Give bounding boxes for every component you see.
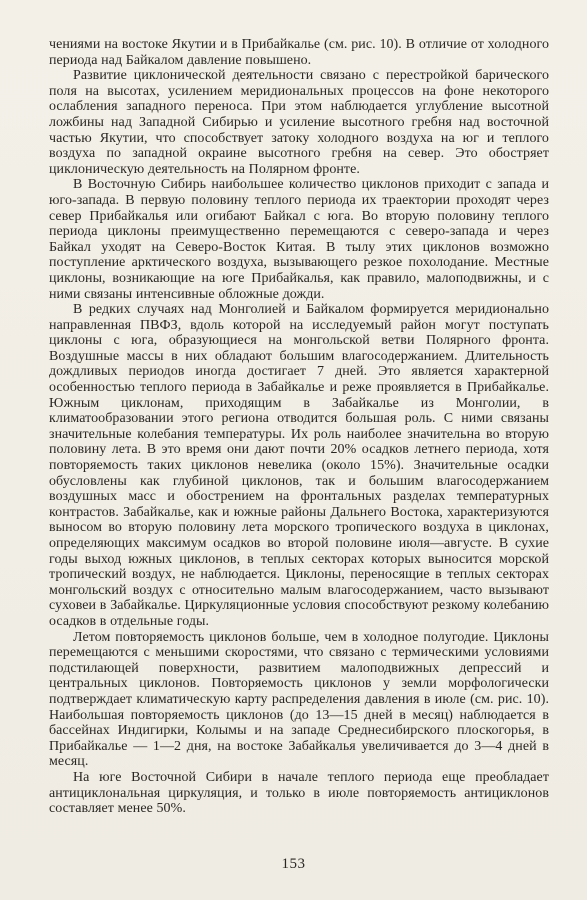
paragraph-anticyclonic-circulation: На юге Восточной Сибири в начале теплого периода еще преобладает антициклональная циркуляция, и только в июле повторяемость антициклонов составляет менее 50%. <box>49 769 549 817</box>
page-number: 153 <box>281 856 306 872</box>
paragraph-summer-cyclone-frequency: Летом повторяемость циклонов больше, чем в холодное полугодие. Циклоны перемещаются с меньшими скоростями, что связано с термическими условиями подстилающей поверхности, развитием малоподвижных депрессий и центральных циклонов. Повторяемость циклонов у земли морфологически подтверждает климатическую карту распределения давления в июле (см. рис. 10). Наибольшая повторяемость циклонов (до 13—15 дней в месяц) наблюдается в бассейнах Индигирки, Колымы и на западе Среднесибирского плоскогорья, в Прибайкалье — 1—2 дня, на востоке Забайкалья увеличивается до 3—4 дней в месяц. <box>49 629 549 770</box>
body-text <box>49 37 549 817</box>
paragraph-continuation: чениями на востоке Якутии и в Прибайкалье (см. рис. 10). В отличие от холодного периода над Байкалом давление повышено. <box>49 37 549 68</box>
paragraph-southern-cyclones: В редких случаях над Монголией и Байкалом формируется меридионально направленная ПВФЗ, вдоль которой на исследуемый район могут поступать циклоны с юга, образующиеся на монгольской ветви Полярного фронта. Воздушные массы в них обладают большим влагосодержанием. Длительность дождливых периодов иногда достигает 7 дней. Это является характерной особенностью теплого периода в Забайкалье и реже проявляется в Прибайкалье. Южным циклонам, приходящим в Забайкалье из Монголии, в климатообразовании этого региона отводится большая роль. С ними связаны значительные колебания температуры. Их роль наиболее значительна во вторую половину лета. В это время они дают почти 20% осадков летнего периода, хотя повторяемость таких циклонов невелика (около 15%). Значительные осадки обусловлены как глубиной циклонов, так и большим влагосодержанием воздушных масс и обострением на фронтальных разделах температурных контрастов. Забайкалье, как и южные районы Дальнего Востока, характеризуются выносом во вторую половину лета морского тропического воздуха в циклонах, определяющих максимум осадков во второй половине июля—августе. В сухие годы выход южных циклонов, в теплых секторах которых выносится морской тропический воздух, не наблюдается. Циклоны, переносящие в теплых секторах монгольский воздух с относительно малым влагосодержанием, часто вызывают суховеи в Забайкалье. Циркуляционные условия способствуют резкому колебанию осадков в отдельные годы. <box>49 302 549 629</box>
paragraph-cyclonic-activity: Развитие циклонической деятельности связано с перестройкой барического поля на высотах, усилением меридиональных процессов на фоне некоторого ослабления западного переноса. При этом наблюдается углубление высотной ложбины над Западной Сибирью и усиление высотного гребня над восточной частью Якутии, что способствует затоку холодного воздуха на юг и теплого воздуха по западной окраине высотного гребня на север. Это обостряет циклоническую деятельность на Полярном фронте. <box>49 68 549 177</box>
paragraph-cyclone-trajectories: В Восточную Сибирь наибольшее количество циклонов приходит с запада и юго-запада. В первую половину теплого периода их траектории проходят через север Прибайкалья или огибают Байкал с юга. Во вторую половину теплого периода циклоны преимущественно перемещаются с северо-запада и через Байкал уходят на Северо-Восток Китая. В тылу этих циклонов возможно поступление арктического воздуха, вызывающего резкое похолодание. Местные циклоны, возникающие на юге Прибайкалья, как правило, малоподвижны, и с ними связаны интенсивные обложные дожди. <box>49 177 549 302</box>
